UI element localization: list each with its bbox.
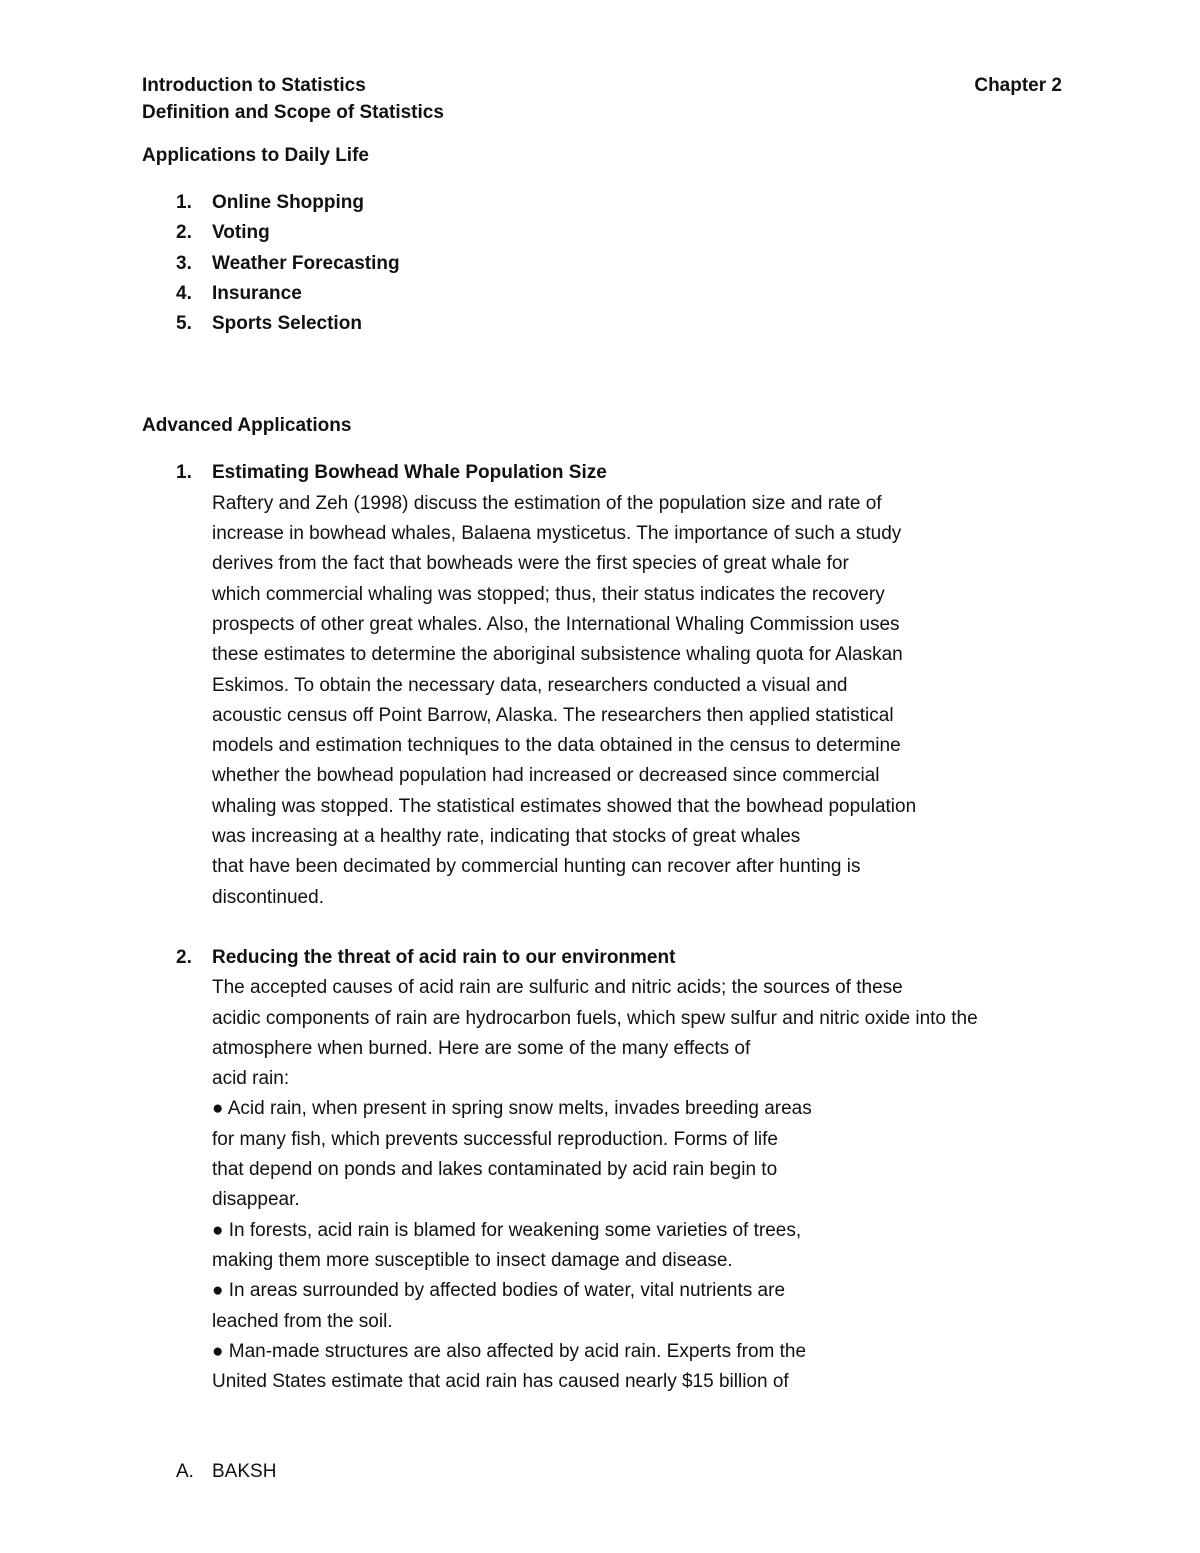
footer-number: A.: [176, 1461, 194, 1482]
paragraph-line: whaling was stopped. The statistical estimates showed that the bowhead population: [212, 795, 917, 817]
paragraph-line: Eskimos. To obtain the necessary data, researchers conducted a visual and: [212, 674, 848, 696]
paragraph-line: whether the bowhead population had increased or decreased since commercial: [212, 765, 880, 787]
paragraph-line: derives from the fact that bowheads were the first species of great whale for: [212, 553, 849, 575]
list-item: 3. Weather Forecasting: [176, 252, 400, 274]
page-subtitle: Definition and Scope of Statistics: [142, 102, 444, 123]
list-item: 5. Sports Selection: [176, 313, 362, 335]
list-item: 4. Insurance: [176, 282, 302, 304]
paragraph-line: making them more susceptible to insect damage and disease.: [212, 1249, 733, 1271]
paragraph-line: United States estimate that acid rain has caused nearly $15 billion of: [212, 1371, 789, 1393]
bullet-line: ● In forests, acid rain is blamed for weakening some varieties of trees,: [212, 1219, 802, 1241]
bullet-line: ● In areas surrounded by affected bodies of water, vital nutrients are: [212, 1280, 786, 1302]
list-item: 2. Voting: [176, 222, 270, 244]
paragraph-line: increase in bowhead whales, Balaena mysticetus. The importance of such a study: [212, 523, 902, 545]
paragraph-line: leached from the soil.: [212, 1310, 393, 1332]
paragraph-line: The accepted causes of acid rain are sulfuric and nitric acids; the sources of these: [212, 977, 903, 999]
list-item: 1. Online Shopping: [176, 192, 364, 213]
paragraph-line: acoustic census off Point Barrow, Alaska. The researchers then applied statistical: [212, 704, 894, 726]
paragraph-line: atmosphere when burned. Here are some of the many effects of: [212, 1037, 751, 1059]
paragraph-line: these estimates to determine the aboriginal subsistence whaling quota for Alaskan: [212, 644, 903, 666]
paragraph-line: acid rain:: [212, 1068, 290, 1090]
paragraph-line: that depend on ponds and lakes contaminated by acid rain begin to: [212, 1159, 778, 1181]
paragraph-line: Raftery and Zeh (1998) discuss the estimation of the population size and rate of: [212, 492, 882, 514]
advanced-item-acid-rain: 2. Reducing the threat of acid rain to our environment The accepted causes of acid rain are sulfuric and nitric acids; the sources of these acidic components of rain are hydrocarbon fuels, which spew sulfur and nitric oxide into the atmosphere when burned. Here are some of the many effects of acid rain: ● Acid rain, when present in spring snow melts, invades breeding areas for many fish, which prevents successful reproduction. Forms of life that depend on ponds and lakes contaminated by acid rain begin to disappear. ● In forests, acid rain is blamed for weakening some varieties of trees, making them more susceptible to insect damage and disease. ● In areas surrounded by affected bodies of water, vital nutrients are leached from the soil. ● Man-made structures are also affected by acid rain. Experts from the United States estimate that acid rain has caused nearly $15 billion of: [142, 943, 1062, 1397]
advanced-item-whales: 1. Estimating Bowhead Whale Population Size Raftery and Zeh (1998) discuss the estimation of the population size and rate of increase in bowhead whales, Balaena mysticetus. The importance of such a study derives from the fact that bowheads were the first species of great whale for which commercial whaling was stopped; thus, their status indicates the recovery prospects of other great whales. Also, the International Whaling Commission uses these estimates to determine the aboriginal subsistence whaling quota for Alaskan Eskimos. To obtain the necessary data, researchers conducted a visual and acoustic census off Point Barrow, Alaska. The researchers then applied statistical models and estimation techniques to the data obtained in the census to determine whether the bowhead population had increased or decreased since commercial whaling was stopped. The statistical estimates showed that the bowhead population was increasing at a healthy rate, indicating that stocks of great whales that have been decimated by commercial hunting can recover after hunting is discontinued.: [142, 458, 1062, 912]
paragraph-line: which commercial whaling was stopped; thus, their status indicates the recovery: [212, 583, 885, 605]
course-title: Introduction to Statistics: [142, 75, 366, 96]
page-header: [142, 72, 1062, 99]
bullet-line: ● Man-made structures are also affected by acid rain. Experts from the: [212, 1340, 807, 1362]
paragraph-line: disappear.: [212, 1189, 300, 1211]
advanced-item-title: Estimating Bowhead Whale Population Size: [212, 462, 607, 484]
paragraph-line: for many fish, which prevents successful reproduction. Forms of life: [212, 1128, 779, 1150]
bullet-line: ● Acid rain, when present in spring snow melts, invades breeding areas: [212, 1098, 812, 1120]
daily-life-list: [142, 188, 1062, 339]
page-footer: [142, 1458, 276, 1485]
paragraph-line: discontinued.: [212, 886, 324, 908]
paragraph-line: was increasing at a healthy rate, indicating that stocks of great whales: [212, 826, 801, 848]
advanced-heading: Advanced Applications: [142, 415, 352, 437]
paragraph-line: models and estimation techniques to the data obtained in the census to determine: [212, 735, 901, 757]
footer-author: BAKSH: [212, 1461, 277, 1482]
document-page: [142, 72, 1062, 1397]
chapter-label: Chapter 2: [974, 75, 1062, 96]
paragraph-line: that have been decimated by commercial hunting can recover after hunting is: [212, 856, 861, 878]
advanced-item-title: Reducing the threat of acid rain to our environment: [212, 946, 676, 968]
paragraph-line: prospects of other great whales. Also, the International Whaling Commission uses: [212, 613, 900, 635]
daily-life-heading: Applications to Daily Life: [142, 145, 369, 166]
paragraph-line: acidic components of rain are hydrocarbon fuels, which spew sulfur and nitric oxide into the: [212, 1007, 978, 1029]
